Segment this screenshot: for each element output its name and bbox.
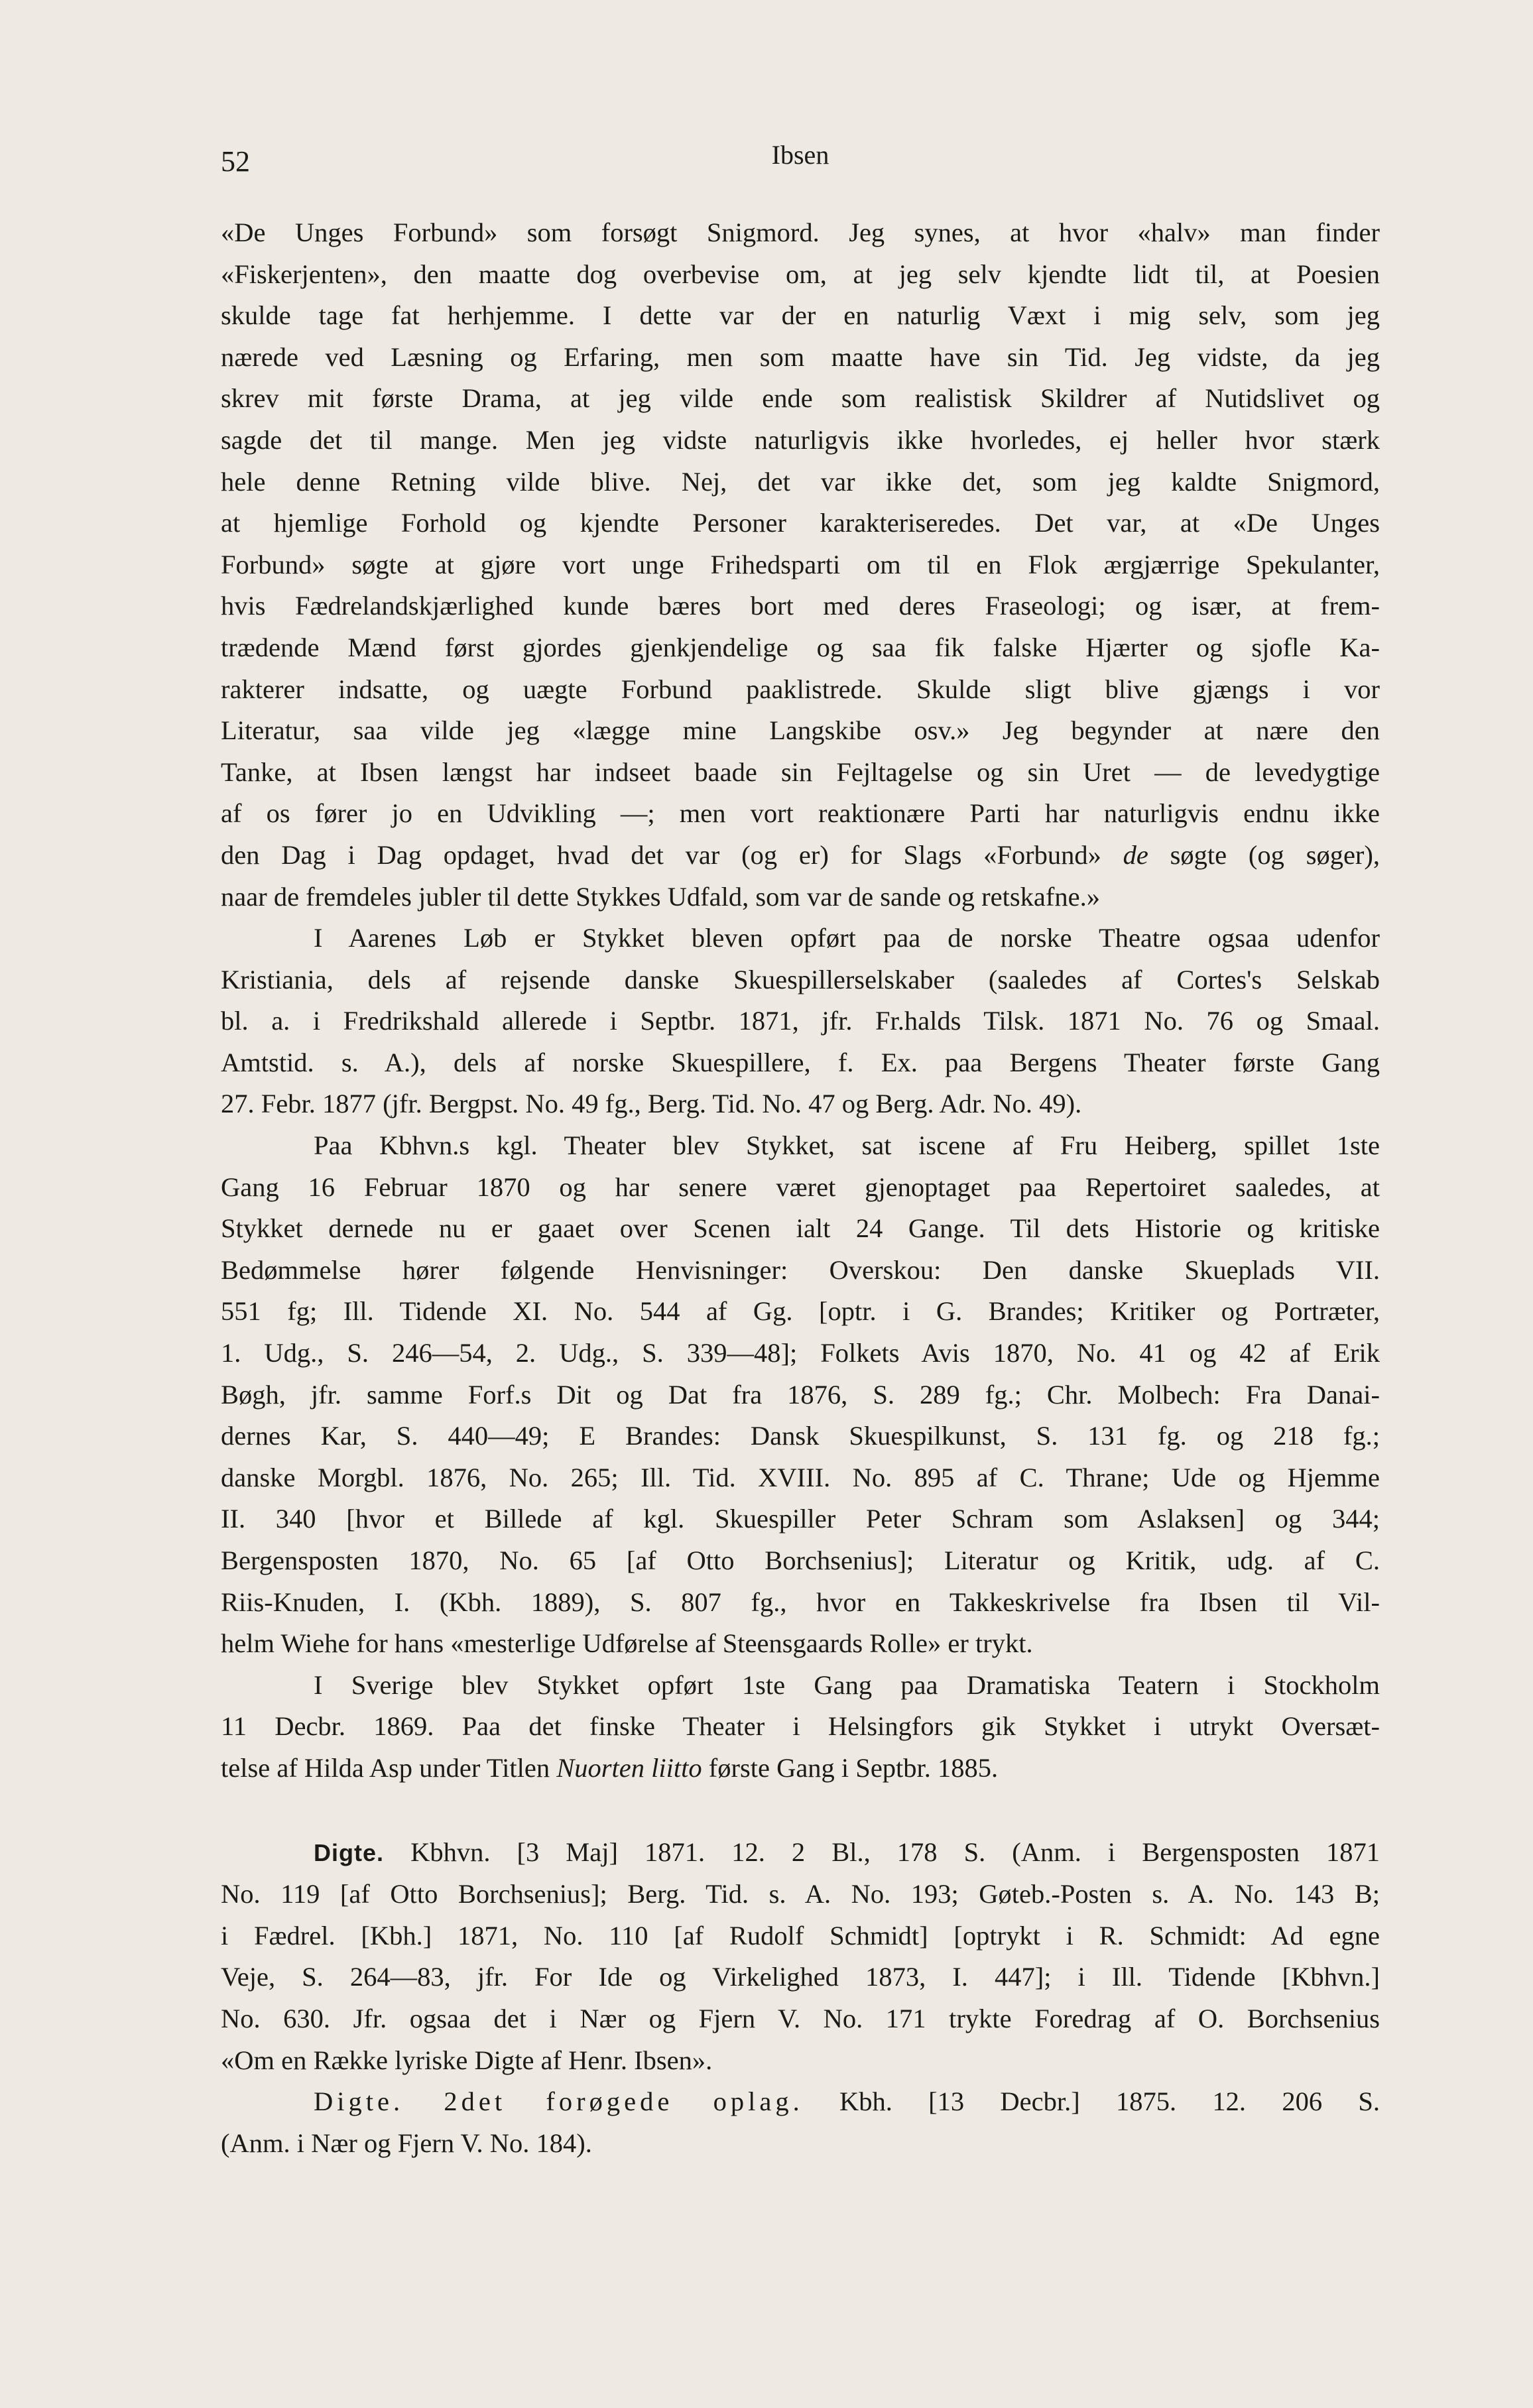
paragraph-quotation — [221, 212, 1380, 918]
section-gap — [221, 1789, 1380, 1832]
text-line: rakterer indsatte, og uægte Forbund paaklistrede. Skulde sligt blive gjængs i vor — [221, 674, 1380, 704]
text-segment: Kbhvn. [3 Maj] 1871. 12. 2 Bl., 178 S. (Anm. i Bergensposten 1871 — [410, 1836, 1380, 1867]
text-line: «De Unges Forbund» som forsøgt Snigmord. Jeg synes, at hvor «halv» man finder — [221, 217, 1380, 247]
paragraph-copenhagen — [221, 1125, 1380, 1665]
text-segment: den Dag i Dag opdaget, hvad det var (og er) for Slags «Forbund» — [221, 839, 1101, 870]
page-header — [221, 139, 1380, 179]
text-line: trædende Mænd først gjordes gjenkjendelige og saa fik falske Hjærter og sjofle Ka- — [221, 632, 1380, 662]
text-line: Bedømmelse hører følgende Henvisninger: Overskou: Den danske Skueplads VII. — [221, 1254, 1380, 1285]
page-number: 52 — [221, 145, 250, 178]
paragraph-norwegian-theatres — [221, 918, 1380, 1125]
running-head: Ibsen — [771, 140, 829, 170]
text-line — [221, 1748, 1380, 1789]
text-line: I Sverige blev Stykket opført 1ste Gang paa Dramatiska Teatern i Stockholm — [314, 1669, 1380, 1700]
text-line: Tanke, at Ibsen længst har indseet baade sin Fejltagelse og sin Uret — de levedygtige — [221, 756, 1380, 787]
text-line: hvis Fædrelandskjærlighed kunde bæres bort med deres Fraseologi; og især, at frem- — [221, 591, 1380, 621]
text-line: naar de fremdeles jubler til dette Stykkes Udfald, som var de sande og retskafne.» — [221, 881, 1100, 912]
text-line: No. 119 [af Otto Borchsenius]; Berg. Tid. s. A. No. 193; Gøteb.-Posten s. A. No. 143 B; — [221, 1879, 1380, 1909]
text-line — [221, 2081, 1380, 2123]
text-line: Amtstid. s. A.), dels af norske Skuespillere, f. Ex. paa Bergens Theater første Gang — [221, 1047, 1380, 1077]
text-line: Veje, S. 264—83, jfr. For Ide og Virkelighed 1873, I. 447]; i Ill. Tidende [Kbhvn.] — [221, 1962, 1380, 1992]
text-line: hele denne Retning vilde blive. Nej, det var ikke det, som jeg kaldte Snigmord, — [221, 466, 1380, 497]
text-line: Stykket dernede nu er gaaet over Scenen ialt 24 Gange. Til dets Historie og kritiske — [221, 1213, 1380, 1244]
text-line: No. 630. Jfr. ogsaa det i Nær og Fjern V. No. 171 trykte Foredrag af O. Borchsenius — [221, 2003, 1380, 2033]
text-line — [221, 1832, 1380, 1874]
text-line: 27. Febr. 1877 (jfr. Bergpst. No. 49 fg., Berg. Tid. No. 47 og Berg. Adr. No. 49). — [221, 1089, 1082, 1119]
text-segment: Kbh. [13 Decbr.] 1875. 12. 206 S. — [839, 2086, 1380, 2117]
text-line: Bergensposten 1870, No. 65 [af Otto Borchsenius]; Literatur og Kritik, udg. af C. — [221, 1545, 1380, 1575]
paragraph-sweden-finland — [221, 1665, 1380, 1789]
text-line: (Anm. i Nær og Fjern V. No. 184). — [221, 2128, 592, 2158]
text-line: dernes Kar, S. 440—49; E Brandes: Dansk Skuespilkunst, S. 131 fg. og 218 fg.; — [221, 1421, 1380, 1451]
text-line: skulde tage fat herhjemme. I dette var der en naturlig Væxt i mig selv, som jeg — [221, 300, 1380, 331]
bibliography-entry-digte — [221, 1832, 1380, 2082]
text-line: skrev mit første Drama, at jeg vilde ende som realistisk Skildrer af Nutidslivet og — [221, 383, 1380, 414]
text-line: sagde det til mange. Men jeg vidste naturligvis ikke hvorledes, ej heller hvor stærk — [221, 424, 1380, 455]
text-line: helm Wiehe for hans «mesterlige Udførelse af Steensgaards Rolle» er trykt. — [221, 1628, 1033, 1659]
italic-word: de — [1123, 839, 1148, 870]
text-segment: søgte (og søger), — [1170, 839, 1380, 870]
text-line: I Aarenes Løb er Stykket bleven opført paa de norske Theatre ogsaa udenfor — [314, 923, 1380, 953]
text-line: bl. a. i Fredrikshald allerede i Septbr. 1871, jfr. Fr.halds Tilsk. 1871 No. 76 og Smaal. — [221, 1006, 1380, 1036]
text-line: 1. Udg., S. 246—54, 2. Udg., S. 339—48]; Folkets Avis 1870, No. 41 og 42 af Erik — [221, 1338, 1380, 1368]
text-line: danske Morgbl. 1876, No. 265; Ill. Tid. XVIII. No. 895 af C. Thrane; Ude og Hjemme — [221, 1462, 1380, 1492]
text-line: Gang 16 Februar 1870 og har senere været gjenoptaget paa Repertoiret saaledes, at — [221, 1172, 1380, 1202]
body-text — [221, 212, 1380, 2164]
text-line: «Fiskerjenten», den maatte dog overbevise om, at jeg selv kjendte lidt til, at Poesien — [221, 259, 1380, 289]
text-segment: første Gang i Septbr. 1885. — [708, 1752, 999, 1783]
text-line: Bøgh, jfr. samme Forf.s Dit og Dat fra 1876, S. 289 fg.; Chr. Molbech: Fra Danai- — [221, 1379, 1380, 1410]
text-line: af os fører jo en Udvikling —; men vort reaktionære Parti har naturligvis endnu ikke — [221, 798, 1380, 829]
text-line: 11 Decbr. 1869. Paa det finske Theater i Helsingfors gik Stykket i utrykt Oversæt- — [221, 1711, 1380, 1742]
bibliography-entry-digte-2nd-edition — [221, 2081, 1380, 2164]
text-line: Literatur, saa vilde jeg «lægge mine Langskibe osv.» Jeg begynder at nære den — [221, 715, 1380, 746]
text-line: Kristiania, dels af rejsende danske Skuespillerselskaber (saaledes af Cortes's Selskab — [221, 964, 1380, 994]
text-line: i Fædrel. [Kbh.] 1871, No. 110 [af Rudolf Schmidt] [optrykt i R. Schmidt: Ad egne — [221, 1920, 1380, 1951]
entry-heading: Digte. — [314, 1838, 385, 1866]
text-line: 551 fg; Ill. Tidende XI. No. 544 af Gg. [optr. i G. Brandes; Kritiker og Portræter, — [221, 1296, 1380, 1327]
italic-title: Nuorten liitto — [556, 1752, 702, 1783]
text-line: nærede ved Læsning og Erfaring, men som maatte have sin Tid. Jeg vidste, da jeg — [221, 341, 1380, 372]
text-line: Forbund» søgte at gjøre vort unge Frihedsparti om til en Flok ærgjærrige Spekulanter, — [221, 549, 1380, 579]
text-line: «Om en Række lyriske Digte af Henr. Ibsen». — [221, 2045, 713, 2075]
text-line: Paa Kbhvn.s kgl. Theater blev Stykket, sat iscene af Fru Heiberg, spillet 1ste — [314, 1130, 1380, 1161]
text-line — [221, 835, 1380, 876]
text-line: II. 340 [hvor et Billede af kgl. Skuespiller Peter Schram som Aslaksen] og 344; — [221, 1504, 1380, 1534]
text-line: at hjemlige Forhold og kjendte Personer karakteriseredes. Det var, at «De Unges — [221, 508, 1380, 538]
text-line: Riis-Knuden, I. (Kbh. 1889), S. 807 fg., hvor en Takkeskrivelse fra Ibsen til Vil- — [221, 1587, 1380, 1617]
text-segment: telse af Hilda Asp under Titlen — [221, 1752, 550, 1783]
entry-heading: Digte. 2det forøgede oplag. — [314, 2086, 804, 2117]
